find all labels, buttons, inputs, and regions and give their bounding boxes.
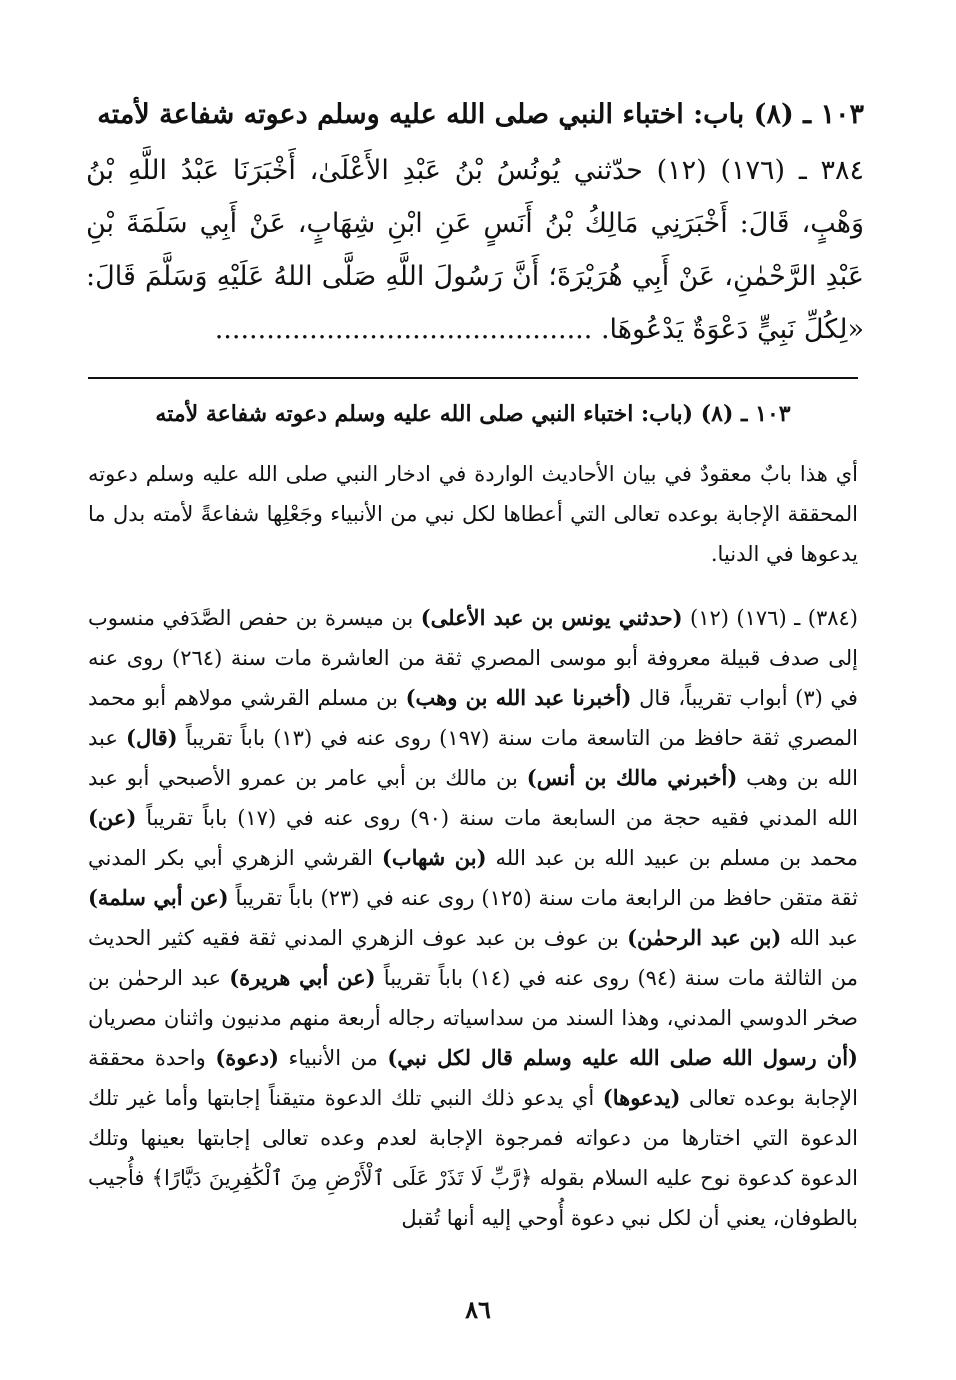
- text-segment: من الأنبياء: [278, 1046, 388, 1070]
- text-segment: (٣٨٤) ـ (١٧٦) (١٢): [682, 606, 858, 630]
- commentary-intro: أي هذا بابٌ معقودٌ في بيان الأحاديث الواردة في ادخار النبي صلى الله عليه وسلم دعوته المحققة الإجابة بوعده تعالى التي أعطاها لكل نبي من الأنبياء وجَعْلِها شفاعةً لأمته بدل ما يدعوها في الدنيا.: [88, 462, 858, 566]
- bold-quote: (بن شهاب): [381, 845, 487, 870]
- bold-quote: (يدعوها): [602, 1085, 681, 1110]
- text-segment: بن مالك بن أبي عامر بن عمرو الأصبحي أبو عبد الله المدني فقيه حجة من السابعة مات سنة (٩٠) روى عنه في (١٧) باباً تقريباً: [88, 766, 858, 830]
- divider: [88, 377, 858, 379]
- hadith-section: [86, 92, 864, 356]
- text-segment: عبد الله: [781, 926, 858, 950]
- bold-quote: (حدثني يونس بن عبد الأعلى): [420, 605, 683, 630]
- commentary-section: [88, 394, 858, 1238]
- hadith-body: ٣٨٤ ـ (١٧٦) (١٢) حدّثني يُونُسُ بْنُ عَبْدِ الأَعْلَىٰ، أَخْبَرَنَا عَبْدُ اللَّهِ بْنُ وَهْبٍ، قَالَ: أَخْبَرَنِي مَالِكُ بْنُ أَنَسٍ عَنِ ابْنِ شِهَابٍ، عَنْ أَبِي سَلَمَةَ بْنِ عَبْدِ الرَّحْمٰنِ، عَنْ أَبِي هُرَيْرَةَ؛ أَنَّ رَسُولَ اللَّهِ صَلَّى اللهُ عَلَيْهِ وَسَلَّمَ قَالَ: «لِكُلِّ نَبِيٍّ دَعْوَةٌ يَدْعُوهَا.: [86, 155, 865, 345]
- bold-quote: (عن أبي هريرة): [229, 965, 376, 990]
- text-segment: بن مسلم القرشي مولاهم أبو محمد المصري ثقة حافظ من التاسعة مات سنة (١٩٧) روى عنه في (١٣) باباً تقريباً: [88, 686, 858, 750]
- chapter-title: ١٠٣ ـ (٨) باب: اختباء النبي صلى الله عليه وسلم دعوته شفاعة لأمته: [97, 99, 864, 130]
- bold-quote: (بن عبد الرحمٰن): [627, 925, 782, 950]
- bold-quote: (أن رسول الله صلى الله عليه وسلم قال لكل نبي): [387, 1045, 858, 1070]
- text-segment: عبد الله بن وهب: [88, 726, 859, 790]
- hadith-text: [86, 144, 864, 356]
- bold-quote: (أخبرني مالك بن أنس): [526, 765, 738, 790]
- text-segment: أي يدعو ذلك النبي تلك الدعوة متيقناً إجابتها وأما غير تلك الدعوة التي اختارها من دعواته فمرجوة الإجابة لعدم وعده تعالى إجابتها بعينها وتلك الدعوة كدعوة نوح عليه السلام بقوله ﴿رَّبِّ لَا تَذَرْ عَلَى ٱلْأَرْضِ مِنَ ٱلْكَٰفِرِينَ دَيَّارًا﴾ فأُجيب بالطوفان، يعني أن لكل نبي دعوة أُوحي إليه أنها تُقبل: [88, 1086, 858, 1230]
- bold-quote: (عن أبي سلمة): [88, 885, 229, 910]
- bold-quote: (عن): [88, 805, 137, 830]
- text-segment: واحدة محققة الإجابة بوعده تعالى: [88, 1046, 858, 1110]
- text-segment: محمد بن مسلم بن عبيد الله بن عبد الله: [486, 846, 858, 870]
- text-segment: القرشي الزهري أبي بكر المدني ثقة متقن حافظ من الرابعة مات سنة (١٢٥) روى عنه في (٢٣) باباً تقريباً: [88, 846, 858, 910]
- page-number: ٨٦: [465, 1295, 491, 1324]
- text-segment: بن عوف بن عبد عوف الزهري المدني ثقة فقيه كثير الحديث من الثالثة مات سنة (٩٤) روى عنه في (١٤) باباً تقريباً: [88, 926, 859, 990]
- commentary-paragraph: [88, 598, 858, 1238]
- ellipsis: ............................................: [214, 314, 593, 345]
- bold-quote: (أخبرنا عبد الله بن وهب): [405, 685, 632, 710]
- text-segment: عبد الرحمٰن بن صخر الدوسي المدني، وهذا السند من سداسياته رجاله أربعة منهم مدنيون واثنان مصريان: [88, 966, 858, 1030]
- bold-quote: (قال): [126, 725, 178, 750]
- commentary-title: ١٠٣ ـ (٨) (باب: اختباء النبي صلى الله عليه وسلم دعوته شفاعة لأمته: [155, 401, 791, 427]
- bold-quote: (دعوة): [215, 1045, 279, 1070]
- text-segment: بن ميسرة بن حفص الصَّدَفي منسوب إلى صدف قبيلة معروفة أبو موسى المصري ثقة من العاشرة مات سنة (٢٦٤) روى عنه في (٣) أبواب تقريباً، قال: [88, 606, 859, 710]
